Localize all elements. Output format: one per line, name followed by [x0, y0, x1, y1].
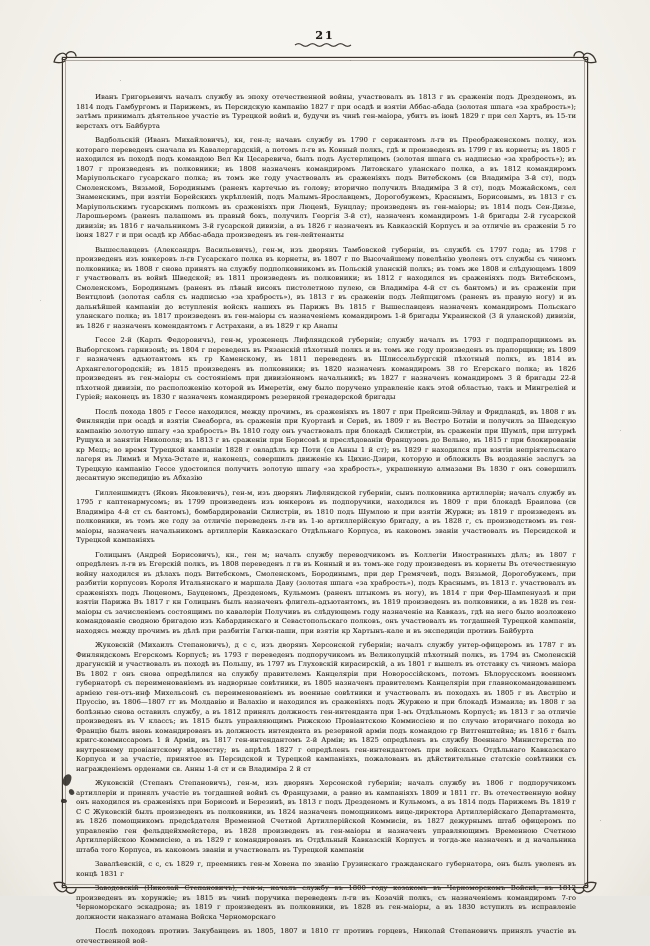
biography-paragraph: Гессе 2-й (Карлъ Федоровичъ), ген-м, уроженецъ Лифляндской губерніи; службу началъ въ 1793 г подпрапорщикомъ въ Выборгскомъ гарнизонѣ; въ 1804 г переведенъ въ Рязанскій пѣхотный полкъ и въ томъ же году произведенъ въ прапорщики; въ 1809 г назначенъ адъютантомъ къ гр Каменскому, въ 1811 переведенъ въ Шлиссельбургскій пѣхотный полкъ, въ 1814 въ Архангелогородскій; въ 1815 произведенъ въ полковники; въ 1820 назначенъ командиромъ 38 го Егерскаго полка; въ 1826 произведенъ въ ген-маіоры съ состояніемъ при дивизіонномъ начальникѣ; въ 1827 г назначенъ командиромъ 3 й бригады 22-й пѣхотной дивизіи, по расположенію которой въ Имеретіи, ему было поручено управленіе какъ этой областью, такъ и Мингреліей и Гуріей; наконецъ въ 1830 г назначенъ командиромъ резервной гренадерской бригады	[76, 336, 576, 401]
page-number: 21	[315, 29, 335, 42]
wavy-underline-icon	[294, 42, 356, 48]
biography-paragraph: Послѣ походовъ противъ Закубанцевъ въ 1805, 1807 и 1810 гг противъ горцевъ, Николай Степановичъ принялъ участіе въ отечественной вой-	[76, 927, 576, 945]
biography-paragraph: Вадбольскій (Иванъ Михайловичъ), кн, ген-л; начавъ службу въ 1790 г сержантомъ л-гв въ Преображенскомъ полку, изъ котораго переведенъ сначала въ Кавалергардскій, а потомъ л-гв въ Конный полкъ, гдѣ и произведенъ въ 1799 г въ корнеты; въ 1805 г находился въ походѣ подъ командою Вел Кн Цесаревича, былъ подъ Аустерлицомъ (золотая шпага съ надписью «за храбрость»); въ 1807 г произведенъ въ полковники; въ 1808 назначенъ командиромъ Литовскаго уланскаго полка, а въ 1812 командиромъ Маріупольскаго гусарскаго полка; въ томъ же году участвовалъ въ сраженіяхъ подъ Витебскомъ (св Владиміра 3-й ст), подъ Смоленскомъ, Вязьмой, Бородинымъ (раненъ картечью въ голову; вторично получилъ Владиміра 3 й ст), подъ Можайскомъ, сел Знаменскимъ, при взятіи Борейскихъ укрѣпленій, подъ Малымъ-Ярославцемъ, Дорогобужемъ, Краснымъ, Борисовымъ, въ 1813 г съ Маріупольскимъ гусарскимъ полкомъ въ сраженіяхъ при Люценѣ, Бунцлау; произведенъ въ ген-маіоры; въ 1814 подъ Сен-Дизье, Ларошьеромъ (раненъ палашомъ въ правый бокъ, получилъ Георгія 3-й ст), назначенъ командиромъ 1-й бригады 2-й гусарской дивизіи; въ 1816 г начальникомъ 3-й гусарской дивизіи, а въ 1826 г назначенъ въ Кавказскій Корпусъ и за отличіе въ сраженіи 5 го іюня 1827 г и при осадѣ кр Аббас-абада произведенъ въ ген-лейтенанты	[76, 136, 576, 239]
page-header	[0, 30, 650, 48]
biography-paragraph: Жуковскій (Степанъ Степановичъ), ген-м, изъ дворянъ Херсонской губерніи; началъ службу въ 1806 г подпоручикомъ артиллеріи и принялъ участіе въ тогдашней войнѣ съ Французами, а равно въ кампаніяхъ 1809 и 1811 гг. Въ отечественную войну онъ находился въ сраженіяхъ при Борисовѣ и Березинѣ, въ 1813 г подъ Дрезденомъ и Кульмомъ, а въ 1814 подъ Парижемъ Въ 1819 г С С Жуковскій былъ произведенъ въ полковники, въ 1824 назначенъ помощникомъ вице-директора Артиллерійскаго Департамента, въ 1826 помощникомъ предсѣдателя Временной Счетной Артиллерійской Коммисіи, въ 1827 дежурнымъ штаб офицеромъ по управленію ген фельдцейхмейстера, въ 1828 произведенъ въ ген-маіоры и назначенъ управляющимъ Временною Счетною Артиллерійскою Коммисіею, а въ 1829 г командированъ въ Отдѣльный Кавказскій Корпусъ и тогда-же назначенъ и д начальника штаба того Корпуса, въ каковомъ званіи и участвовалъ въ Турецкой кампаніи	[76, 779, 576, 854]
biography-paragraph: Гилленшмидтъ (Яковъ Яковлевичъ), ген-м, изъ дворянъ Лифляндской губерніи, сынъ полковника артиллеріи; началъ службу въ 1795 г каптенармусомъ; въ 1799 произведенъ изъ юнкеровъ въ подпоручики, находился въ 1809 г при блокадѣ Браилова (св Владиміра 4-й ст съ бантомъ), бомбардированіи Силистріи, въ 1810 подъ Шумлою и при взятіи Журжи; въ 1819 г произведенъ въ полковники, въ томъ же году за отличіе переведенъ л-гв въ 1-ю артиллерійскую бригаду, а въ 1828 г, съ производствомъ въ ген-маіоры, назначенъ начальникомъ артиллеріи Кавказскаго Отдѣльнаго Корпуса, въ каковомъ званіи участвовалъ въ Персидской и Турецкой кампаніяхъ	[76, 488, 576, 544]
biography-paragraph: Жуковскій (Михаилъ Степановичъ), д с с, изъ дворянъ Херсонской губерніи; началъ службу унтер-офицеромъ въ 1787 г въ Финляндскомъ Егерскомъ Корпусѣ; въ 1793 г переведенъ подпоручикомъ въ Великолуцкій пѣхотный полкъ, въ 1794 въ Смоленскій драгунскій и участвовалъ въ походѣ въ Польшу, въ 1797 въ Глуховскій кирасирскій, а въ 1801 г вышелъ въ отставку съ чиномъ маіора Въ 1802 г онъ снова опредѣлился на службу правителемъ Канцеляріи при Новороссійскомъ, потомъ Бѣлорусскомъ военномъ губернаторѣ съ переименованіемъ въ надворные совѣтники, въ 1805 назначенъ правителемъ Канцеляріи при главнокомандовавшемъ арміею ген-отъ-инф Михельсонѣ съ переименованіемъ въ военные совѣтники и участвовалъ въ походахъ въ 1805 г въ Австрію и Пруссію, въ 1806—1807 гг въ Молдавію и Валахію и находился въ сраженіяхъ подъ Журжею и при блокадѣ Измаила; въ 1808 г за болѣзнью снова оставилъ службу, а въ 1812 принялъ должность ген-интенданта при 1-мъ Отдѣльномъ Корпусѣ; въ 1813 г за отличіе произведенъ въ V классъ; въ 1815 былъ управляющимъ Рижскою Провіантскою Коммиссіею и по случаю вторичнаго похода во Францію былъ вновь командированъ въ должность интендента въ резервной арміи подъ командою гр Витгенштейна; въ 1816 г былъ кригс-коммиссаромъ 1 й Арміи, въ 1817 ген-интендантомъ 2-й Арміи; въ 1825 опредѣленъ въ службу Военнаго Министерства по внутреннему провіантскому вѣдомству; въ апрѣлѣ 1827 г опредѣленъ ген-интендантомъ при войскахъ Отдѣльнаго Кавказскаго Корпуса и за участіе, принятое въ Персидской и Турецкой кампаніяхъ, пожалованъ въ дѣйствительные статскіе совѣтники съ награжденіемъ орденами св. Анны 1-й ст и св Владиміра 2 й ст	[76, 641, 576, 773]
biography-paragraph: Иванъ Григорьевичъ началъ службу въ эпоху отечественной войны, участвовалъ въ 1813 г въ сраженіи подъ Дрезденомъ, въ 1814 подъ Гамбургомъ и Парижемъ, въ Персидскую кампанію 1827 г при осадѣ и взятіи Аббас-абада (золотая шпага «за храбрость»); затѣмъ принималъ дѣятельное участіе въ Турецкой войнѣ и, будучи въ чинѣ ген-маіора, убитъ въ іюнѣ 1829 г при сел Хартъ, въ 15-ти верстахъ отъ Байбурта	[76, 93, 576, 130]
biography-paragraph: Послѣ похода 1805 г Гессе находился, между прочимъ, въ сраженіяхъ въ 1807 г при Прейсиш-Эйлау и Фридландѣ, въ 1808 г въ Финляндіи при осадѣ и взятіи Свеаборга, въ сраженіи при Куортанѣ и Сервѣ, въ 1809 г въ Вестро Ботніи и получилъ за Шведскую кампанію золотую шпагу «за храбрость» Въ 1810 году онъ участвовалъ при блокадѣ Силистріи, въ сраженіи при Шумлѣ, при штурмѣ Рущука и занятіи Никополя; въ 1813 г въ сраженіи при Борисовѣ и преслѣдованіи Французовъ до Вельно, въ 1815 г при блокированіи кр Мецъ; во время Турецкой кампаніи 1828 г овладѣлъ кр Поти (св Анны 1 й ст); въ 1829 г находился при взятіи непріятельскаго лагеря въ Лимнѣ и Муха-Эстате и, наконецъ, совершилъ движеніе къ Цихис-Дзири, которую и обложилъ Въ воздаяніе заслугъ за Турецкую кампанію Гессе удостоился получить золотую шпагу «за храбрость», украшенную алмазами Въ 1830 г онъ совершилъ десантную экспедицію въ Абхазію	[76, 407, 576, 482]
corner-flourish-icon	[52, 880, 78, 896]
biography-paragraph: Голицынъ (Андрей Борисовичъ), кн., ген м; началъ службу переводчикомъ въ Коллегіи Иностранныхъ дѣлъ; въ 1807 г опредѣленъ л-гв въ Егерскій полкъ, въ 1808 переведенъ л гв въ Конный и въ томъ-же году произведенъ въ корнеты Въ отечественную войну находился въ дѣлахъ подъ Витебскомъ, Смоленскомъ, Бородинымъ, при дер Гремячевѣ, подъ Вязьмой, Дорогобужемъ, при разбитіи корпусовъ Короля Итальянскаго и маршала Даву (золотая шпага «за храбрость»), подъ Краснымъ, въ 1813 г. участвовалъ въ сраженіяхъ подъ Люценомъ, Бауценомъ, Дрезденомъ, Кульмомъ (раненъ штыкомъ въ ногу), въ 1814 г при Фер-Шампенуазѣ и при взятіи Парижа Въ 1817 г кн Голицынъ былъ назначенъ флигель-адъютантомъ, въ 1819 произведенъ въ полковники, а въ 1828 въ ген-маіоры съ зачисленіемъ состоящимъ по кавалеріи Получивъ въ слѣдующемъ году назначеніе на Кавказъ, гдѣ на него было возложено командованіе сводною бригадою изъ Кабардинскаго и Севастопольскаго полковъ, онъ участвовалъ въ тогдашней Турецкой кампаніи, находясь между прочимъ въ дѣлѣ при разбитіи Гагки-паши, при взятіи кр Хартынъ-кале и въ экспедиціи противъ Байбурта	[76, 550, 576, 635]
biography-paragraph: Заводовскій (Николай Степановичъ), ген-м; началъ службу въ 1800 году козакомъ въ Черноморскомъ Войскѣ; въ 1812 произведенъ въ хорунжіе; въ 1815 въ чинѣ поручика переведенъ л-гв въ Козачій полкъ, съ назначеніемъ командиромъ 7-го Черноморскаго эскадрона; въ 1819 г произведенъ въ полковники, въ 1828 въ ген-маіоры, а въ 1830 вступилъ въ исправленіе должности наказнаго атамана Войска Черноморскаго	[76, 884, 576, 921]
corner-flourish-icon	[52, 49, 78, 65]
page-border-frame	[62, 57, 588, 945]
corner-flourish-icon	[572, 49, 598, 65]
biography-paragraph: Завалѣевскій, с с, съ 1829 г, преемникъ ген-м Ховена по званію Грузинскаго гражданскаго губернатора, онъ былъ уволенъ въ концѣ 1831 г	[76, 860, 576, 878]
scan-noise	[0, 0, 1, 1]
biography-paragraph: Вышеславцевъ (Александръ Васильевичъ), ген-м, изъ дворянъ Тамбовской губерніи, въ службѣ съ 1797 года; въ 1798 г произведенъ изъ юнкеровъ л-гв Гусарскаго полка въ корнеты, въ 1807 г по Высочайшему повелѣнію уволенъ отъ службы съ чиномъ полковника; въ 1808 г снова принятъ на службу подполковникомъ въ Польскій уланскій полкъ; въ томъ же 1808 и слѣдующемъ 1809 г участвовалъ въ войнѣ Шведской; въ 1811 произведенъ въ полковники; въ 1812 г находился въ сраженіяхъ подъ Витебскомъ, Смоленскомъ, Бородинымъ (раненъ въ лѣвый високъ пистолетною пулею, св Владиміра 4-й ст съ бантомъ) и въ сраженіи при Вентцловѣ (золотая сабля съ надписью «за храбрость»), въ 1813 г въ сраженіи подъ Лейпцигомъ (раненъ въ правую ногу) и въ дальнѣйшей кампаніи до вступленія войскъ нашихъ въ Парижъ Въ 1815 г Вышеславцевъ назначенъ командиромъ Польскаго уланскаго полка; въ 1817 произведенъ въ ген-маіоры съ назначеніемъ командиромъ 1-й бригады Украинской (3 й уланской) дивизіи, въ 1826 г назначенъ комендантомъ г Астрахани, а въ 1829 г кр Анапы	[76, 245, 576, 330]
text-block	[76, 93, 576, 946]
